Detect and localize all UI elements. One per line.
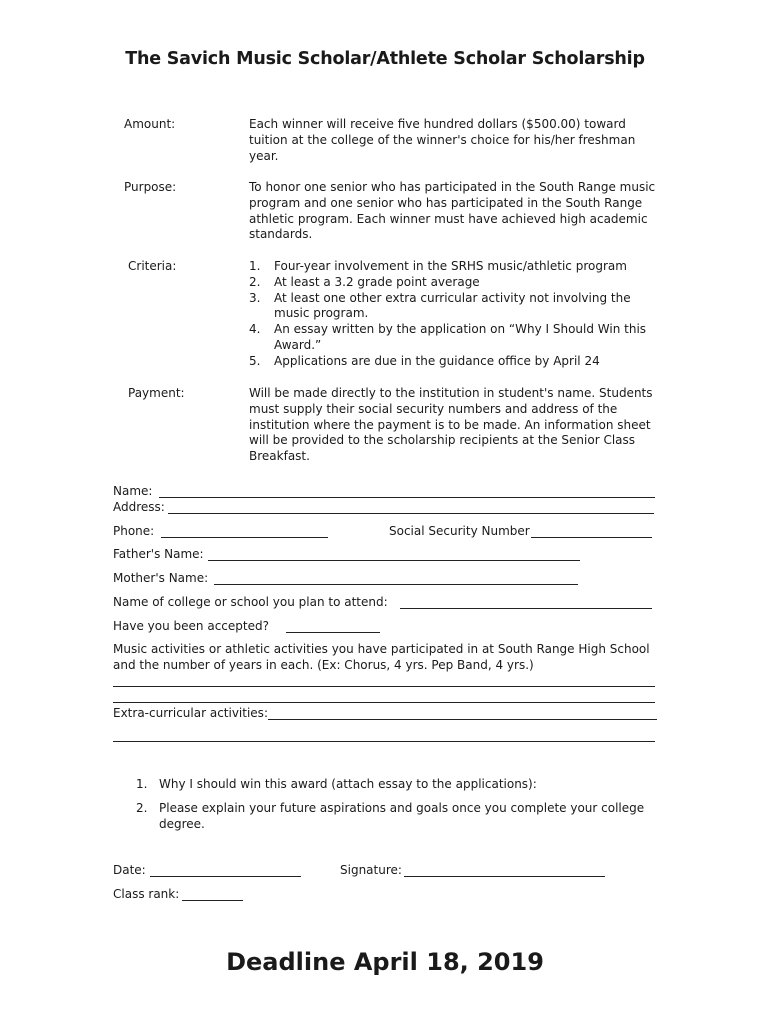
criteria-list	[249, 259, 659, 370]
address-label: Address:	[113, 500, 165, 514]
activities-field-line-1[interactable]	[113, 686, 655, 687]
ssn-field[interactable]	[531, 537, 652, 538]
deadline-heading: Deadline April 18, 2019	[226, 948, 544, 976]
amount-text: Each winner will receive five hundred dollars ($500.00) toward tuition at the college of the winner's choice for his/her freshman year.	[249, 117, 636, 163]
criteria-item: 1. Four-year involvement in the SRHS music/athletic program	[249, 259, 627, 273]
criteria-item: 4. An essay written by the application on “Why I Should Win this Award.”	[249, 322, 647, 352]
signature-label: Signature:	[340, 863, 402, 877]
mother-name-field[interactable]	[214, 584, 578, 585]
phone-field[interactable]	[161, 537, 328, 538]
accepted-field[interactable]	[286, 632, 380, 633]
extra-curricular-field-line-2[interactable]	[113, 741, 655, 742]
class-rank-label: Class rank:	[113, 887, 180, 901]
accepted-label: Have you been accepted?	[113, 619, 269, 633]
criteria-item: 2. At least a 3.2 grade point average	[249, 274, 480, 289]
name-field[interactable]	[159, 497, 655, 498]
criteria-item: 3. At least one other extra curricular activity not involving the music program.	[249, 290, 631, 321]
payment-label: Payment:	[128, 386, 185, 400]
purpose-text: To honor one senior who has participated in the South Range music program and one senior who has participated in the South Range athletic program. Each winner must have achieved high academic standards.	[249, 180, 656, 242]
father-name-field[interactable]	[208, 560, 580, 561]
father-name-label: Father's Name:	[113, 547, 204, 561]
college-field[interactable]	[400, 608, 652, 609]
college-label: Name of college or school you plan to attend:	[113, 595, 388, 609]
payment-text: Will be made directly to the institution in student's name. Students must supply their social security numbers and address of the institution where the payment is to be made. An information sheet will be provided to the scholarship recipients at the Senior Class Breakfast.	[249, 386, 653, 464]
mother-name-label: Mother's Name:	[113, 571, 209, 585]
name-label: Name:	[113, 484, 153, 498]
class-rank-field[interactable]	[182, 900, 243, 901]
amount-label: Amount:	[124, 117, 176, 131]
criteria-label: Criteria:	[128, 259, 177, 273]
phone-label: Phone:	[113, 524, 155, 538]
page-title: The Savich Music Scholar/Athlete Scholar Scholarship	[125, 49, 645, 69]
purpose-label: Purpose:	[124, 180, 177, 194]
address-field[interactable]	[168, 513, 654, 514]
ssn-label: Social Security Number	[389, 524, 530, 538]
extra-curricular-label: Extra-curricular activities:	[113, 706, 268, 720]
activities-field-line-2[interactable]	[113, 702, 655, 703]
criteria-item: 5. Applications are due in the guidance office by April 24	[249, 353, 600, 368]
date-label: Date:	[113, 863, 146, 877]
extra-curricular-field[interactable]	[268, 719, 657, 720]
date-field[interactable]	[150, 876, 301, 877]
activities-label: Music activities or athletic activities you have participated in at South Range High School and the number of years in each. (Ex: Chorus, 4 yrs. Pep Band, 4 yrs.)	[113, 642, 650, 672]
signature-field[interactable]	[404, 876, 605, 877]
